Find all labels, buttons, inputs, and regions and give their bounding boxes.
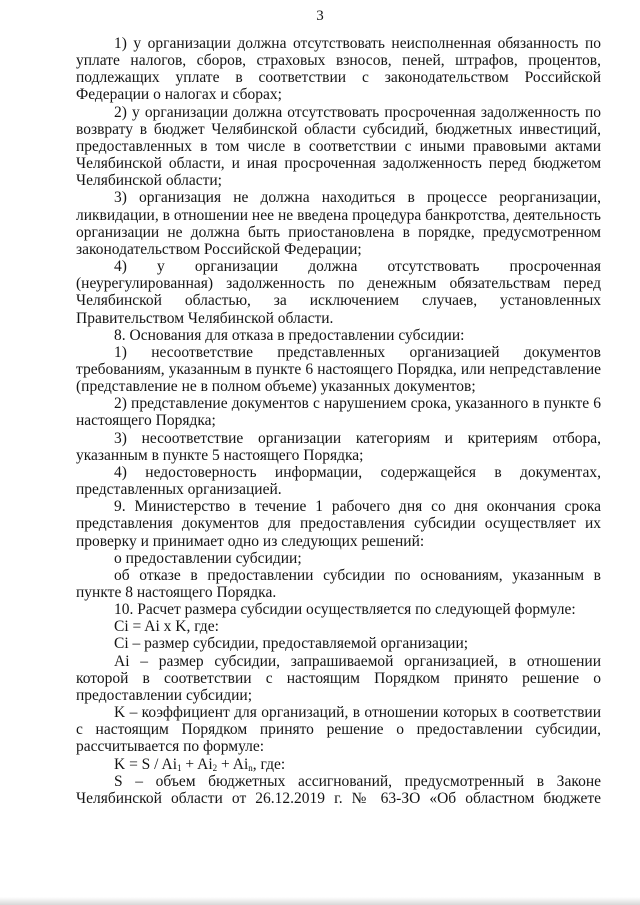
- paragraph: 2) у организации должна отсутствовать просроченная задолженность по возврату в бюджет Челябинской области субсидий, бюджетных инвестиций, предоставленных в том числе в соответствии с иными правовыми актами Челябинской области, и иная просроченная задолженность перед бюджетом Челябинской области;: [76, 103, 601, 190]
- paragraph: Ci – размер субсидии, предоставляемой организации;: [114, 635, 469, 653]
- paragraph: 2) представление документов с нарушением срока, указанного в пункте 6 настоящего Порядка;: [76, 395, 601, 430]
- subscript: 1: [177, 762, 182, 773]
- formula-k-tail: , где:: [252, 755, 286, 773]
- paragraph: о предоставлении субсидии;: [114, 549, 302, 567]
- paragraph: Ai – размер субсидии, запрашиваемой организацией, в отношении которой в соответствии с настоящим Порядком принято решение о предоставлении субсидии;: [76, 652, 601, 704]
- formula-k-term: + Ai: [217, 755, 249, 773]
- document-body: [76, 35, 601, 807]
- paragraph: об отказе в предоставлении субсидии по основаниям, указанным в пункте 8 настоящего Порядка.: [76, 566, 601, 601]
- formula-k-lhs: K = S / Ai: [114, 755, 178, 773]
- paragraph: K – коэффициент для организаций, в отношении которых в соответствии с настоящим Порядком принято решение о предоставлении субсидии, рассчитывается по формуле:: [76, 704, 601, 756]
- paragraph: 1) несоответствие представленных организацией документов требованиям, указанным в пункте 6 настоящего Порядка, или непредставление (представление не в полном объеме) указанных документов;: [76, 343, 601, 396]
- formula-k: [76, 756, 601, 773]
- paragraph: 4) недостоверность информации, содержащейся в документах, представленных организацией.: [76, 463, 601, 499]
- scan-edge: [0, 897, 640, 905]
- paragraph: S – объем бюджетных ассигнований, предусмотренный в Законе Челябинской области от 26.12.2019 г. № 63-ЗО «Об областном бюджете: [76, 772, 601, 807]
- formula-k-term: + Ai: [181, 755, 213, 773]
- paragraph: 3) несоответствие организации категориям и критериям отбора, указанным в пункте 5 настоящего Порядка;: [76, 429, 601, 464]
- page-number: 3: [316, 8, 324, 24]
- section-heading: 10. Расчет размера субсидии осуществляется по следующей формуле:: [114, 601, 576, 619]
- formula-ci: Ci = Ai x K, где:: [114, 618, 219, 636]
- subscript: 2: [212, 762, 218, 773]
- paragraph: 9. Министерство в течение 1 рабочего дня со дня окончания срока представления документов для предоставления субсидии осуществляет их проверку и принимает одно из следующих решений:: [76, 498, 601, 550]
- subscript: n: [248, 762, 253, 773]
- paragraph: 1) у организации должна отсутствовать неисполненная обязанность по уплате налогов, сборов, страховых взносов, пеней, штрафов, процентов, подлежащих уплате в соответствии с законодательством Российской Федерации о налогах и сборах;: [76, 35, 601, 104]
- paragraph: 3) организация не должна находиться в процессе реорганизации, ликвидации, в отношении нее не введена процедура банкротства, деятельность организации не должна быть приостановлена в порядке, предусмотренном законодательством Российской Федерации;: [76, 189, 601, 258]
- paragraph: 4) у организации должна отсутствовать просроченная (неурегулированная) задолженность по денежным обязательствам перед Челябинской областью, за исключением случаев, установленных Правительством Челябинской области.: [76, 258, 601, 327]
- section-heading: 8. Основания для отказа в предоставлении субсидии:: [114, 326, 465, 344]
